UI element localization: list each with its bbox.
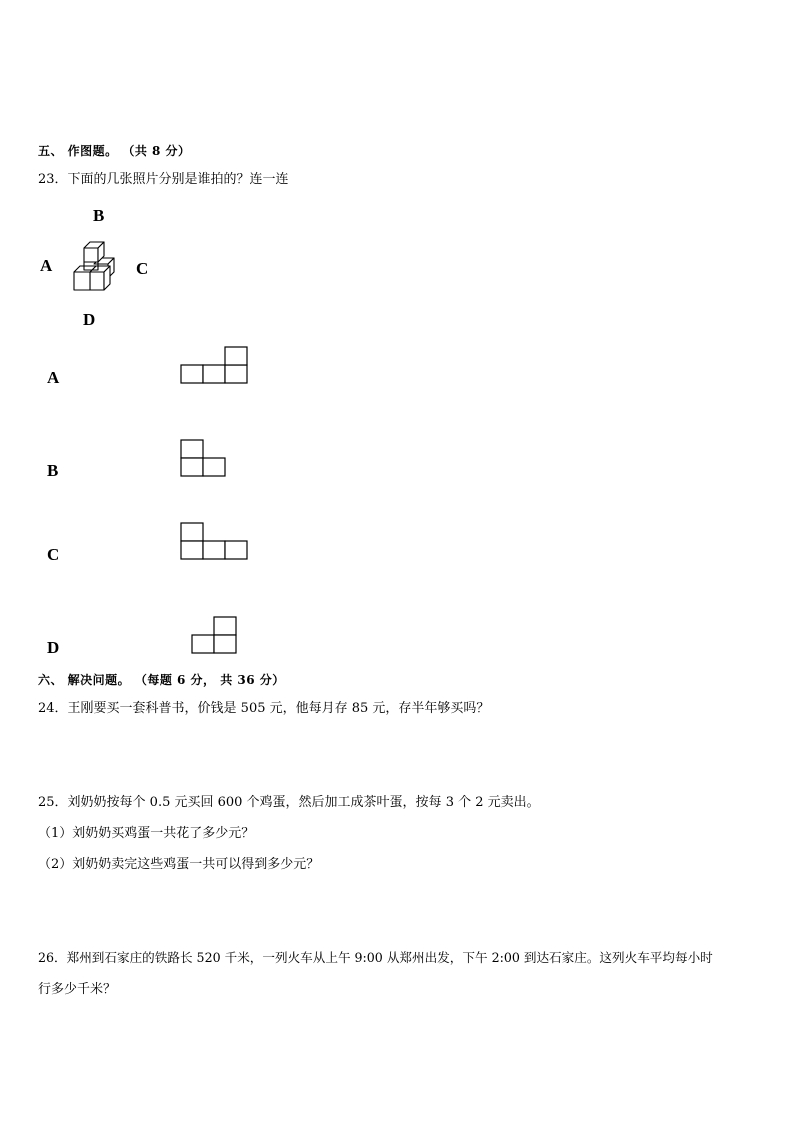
section-6-title: 六、 解决问题。 （每题 6 分， 共 36 分） <box>38 673 285 687</box>
question-26-line-2: 行多少千米？ <box>38 982 117 997</box>
cube-label-c: C <box>136 259 149 278</box>
cube-label-d: D <box>83 310 96 329</box>
view-label-a: A <box>47 368 60 387</box>
view-label-c: C <box>47 545 60 564</box>
view-a-figure <box>180 346 250 386</box>
question-25-sub-1: （1）刘奶奶买鸡蛋一共花了多少元？ <box>38 826 255 841</box>
view-c-figure <box>180 522 252 562</box>
cube-label-b: B <box>93 206 105 225</box>
question-23-text: 23．下面的几张照片分别是谁拍的？连一连 <box>38 172 289 187</box>
view-b-figure <box>180 439 228 479</box>
question-25-text: 25．刘奶奶按每个 0.5 元买回 600 个鸡蛋，然后加工成茶叶蛋，按每 3 个 2 元卖出。 <box>38 795 540 810</box>
cube-stack-figure <box>70 240 122 296</box>
question-26-line-1: 26．郑州到石家庄的铁路长 520 千米，一列火车从上午 9:00 从郑州出发，下午 2:00 到达石家庄。这列火车平均每小时 <box>38 950 713 965</box>
view-d-figure <box>191 616 239 656</box>
view-label-b: B <box>47 461 59 480</box>
question-25-sub-2: （2）刘奶奶卖完这些鸡蛋一共可以得到多少元？ <box>38 857 320 872</box>
cube-label-a: A <box>40 256 53 275</box>
view-label-d: D <box>47 638 60 657</box>
section-5-title: 五、 作图题。 （共 8 分） <box>38 144 191 158</box>
question-24-text: 24．王刚要买一套科普书，价钱是 505 元，他每月存 85 元，存半年够买吗？ <box>38 701 490 716</box>
